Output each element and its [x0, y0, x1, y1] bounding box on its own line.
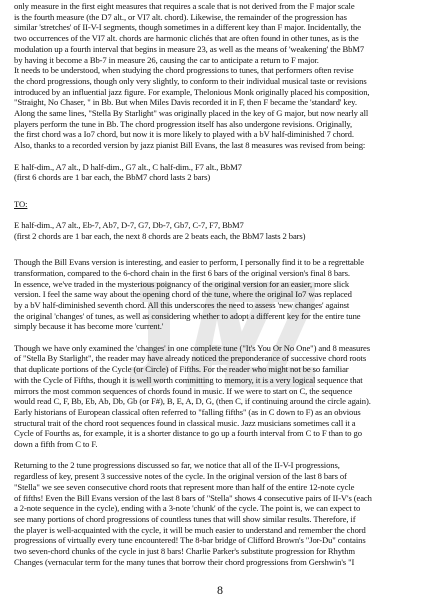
paragraph-2	[14, 65, 428, 151]
text-line: structural trait of the chord root sequences found in classical music. Jazz musicians sometimes call it a	[14, 417, 356, 428]
text-line: that duplicate portions of the Cycle (or Circle) of Fifths. For the reader who might not be so familiar	[14, 364, 349, 375]
text-line: by having it become a Bb-7 in measure 26, causing the car to anticipate a return to F major.	[14, 54, 319, 65]
chord-list-original	[14, 162, 428, 183]
text-line: Changes (vernacular term for the many tunes that borrow their chord progressions from Gershwin's "I	[14, 556, 355, 567]
text-line: progressions of virtually every tune encountered! The 8-bar bridge of Clifford Brown's "Jor-Du" contains	[14, 535, 366, 546]
paragraph-5	[14, 257, 428, 332]
text-line: Early historians of European classical often referred to "falling fifths" (as in C down to F) as an obvious	[14, 406, 361, 417]
text-line: Along the same lines, "Stella By Starlight" was originally placed in the key of G major, but now nearly all	[14, 108, 369, 119]
text-line: would read C, F, Bb, Eb, Ab, Db, Gb (or F#), B, E, A, D, G, (then C, if continuing around the circle again).	[14, 396, 371, 407]
paragraph-1	[14, 1, 428, 65]
text-line: the chord progressions, though only very slightly, to conform to their individual musical taste or revisions	[14, 75, 367, 86]
page-body-text	[14, 1, 428, 567]
text-line: In essence, we've traded in the mysterious poignancy of the original version for an easier, more slick	[14, 278, 350, 289]
text-line: of "Stella By Starlight", the reader may have already noticed the preponderance of successive chord roots	[14, 353, 367, 364]
page-number: 8	[217, 583, 223, 597]
text-line: E half-dim., A7 alt., Eb-7, Ab7, D-7, G7, Db-7, Gb7, C-7, F7, BbM7	[14, 220, 244, 231]
text-line: a 2-note sequence in the cycle), ending with a 3-note 'chunk' of the cycle. The point is, we can expect to	[14, 503, 361, 514]
text-line: with the Cycle of Fifths, though it is well worth committing to memory, it is a very logical sequence that	[14, 374, 363, 385]
text-line: of fifths! Even the Bill Evans version of the last 8 bars of "Stella" shows 4 consecutive pairs of II-V's (each	[14, 492, 372, 503]
text-line: introduced by an influential jazz figure. For example, Thelonious Monk originally placed his composition,	[14, 86, 370, 97]
to-label: TO:	[14, 198, 28, 209]
text-line: (first 2 chords are 1 bar each, the next 8 chords are 2 beats each, the BbM7 lasts 2 bars)	[14, 230, 306, 241]
text-line: Though the Bill Evans version is interesting, and easier to perform, I personally find it to be a regrettable	[14, 257, 364, 268]
text-line: two occurrences of the VI7 alt. chords are harmonic clichés that are often found in other tunes, as is the	[14, 33, 359, 44]
paragraph-6	[14, 343, 428, 450]
text-line: simply because it has become more 'current.'	[14, 321, 164, 332]
text-line: E half-dim., A7 alt., D half-dim., G7 alt., C half-dim., F7 alt., BbM7	[14, 161, 242, 172]
text-line: transformation, compared to the 6-chord chain in the first 6 bars of the original version's final 8 bars.	[14, 267, 350, 278]
text-line: modulation up a fourth interval that begins in measure 23, as well as the means of 'weakening' the BbM7	[14, 43, 365, 54]
text-line: similar 'stretches' of II-V-I segments, though sometimes in a different key than F major. Incidentally, the	[14, 22, 361, 33]
text-line: "Stella" we see seven consecutive chord roots that represent more than half of the entire 12-note cycle	[14, 481, 355, 492]
text-line: the player is well-acquainted with the cycle, it will be much easier to understand and remember the chord	[14, 524, 366, 535]
text-line: regardless of key, present 3 successive notes of the cycle. In the original version of the last 8 bars of	[14, 471, 347, 482]
text-line: players perform the tune in Bb. The chord progression itself has also undergone revisions. Originally,	[14, 118, 353, 129]
text-line: Also, thanks to a recorded version by jazz pianist Bill Evans, the last 8 measures was revised from being:	[14, 140, 366, 151]
text-line: Returning to the 2 tune progressions discussed so far, we notice that all of the II-V-I progressions,	[14, 460, 340, 471]
text-line: mirrors the most common sequences of chords found in music. If we were to start on C, the sequence	[14, 385, 353, 396]
text-line: see many portions of chord progressions of countless tunes that will show similar results. Therefore, if	[14, 513, 356, 524]
text-line: (first 6 chords are 1 bar each, the BbM7 chord lasts 2 bars)	[14, 172, 211, 183]
text-line: Though we have only examined the 'changes' in one complete tune ("It's You Or No One") and 8 measures	[14, 342, 370, 353]
text-line: the first chord was a Io7 chord, but now it is more likely to played with a bV half-diminished 7 chord.	[14, 129, 354, 140]
text-line: version. I feel the same way about the opening chord of the tune, where the original Io7 was replaced	[14, 289, 352, 300]
chord-list-revised	[14, 220, 428, 241]
text-line: "Straight, No Chaser, " in Bb. But when Miles Davis recorded it in F, then F became the 'standard' key.	[14, 97, 357, 108]
text-line: only measure in the first eight measures that requires a scale that is not derived from the F major scale	[14, 1, 355, 11]
text-line: It needs to be understood, when studying the chord progressions to tunes, that performers often revise	[14, 65, 354, 76]
text-line: down a fifth from C to F.	[14, 439, 98, 450]
text-line: by a bV half-diminished seventh chord. All this underscores the need to assess 'new changes' against	[14, 299, 350, 310]
text-line: the original 'changes' of tunes, as well as considering whether to adopt a different key for the entire tune	[14, 310, 361, 321]
text-line: two seven-chord chunks of the cycle in just 8 bars! Charlie Parker's substitute progression for Rhythm	[14, 546, 355, 557]
paragraph-7	[14, 460, 428, 567]
text-line: is the fourth measure (the D7 alt., or VI7 alt. chord). Likewise, the remainder of the progression has	[14, 11, 347, 22]
text-line: Cycle of Fourths as, for example, it is a shorter distance to go up a fourth interval from C to F than to go	[14, 428, 362, 439]
